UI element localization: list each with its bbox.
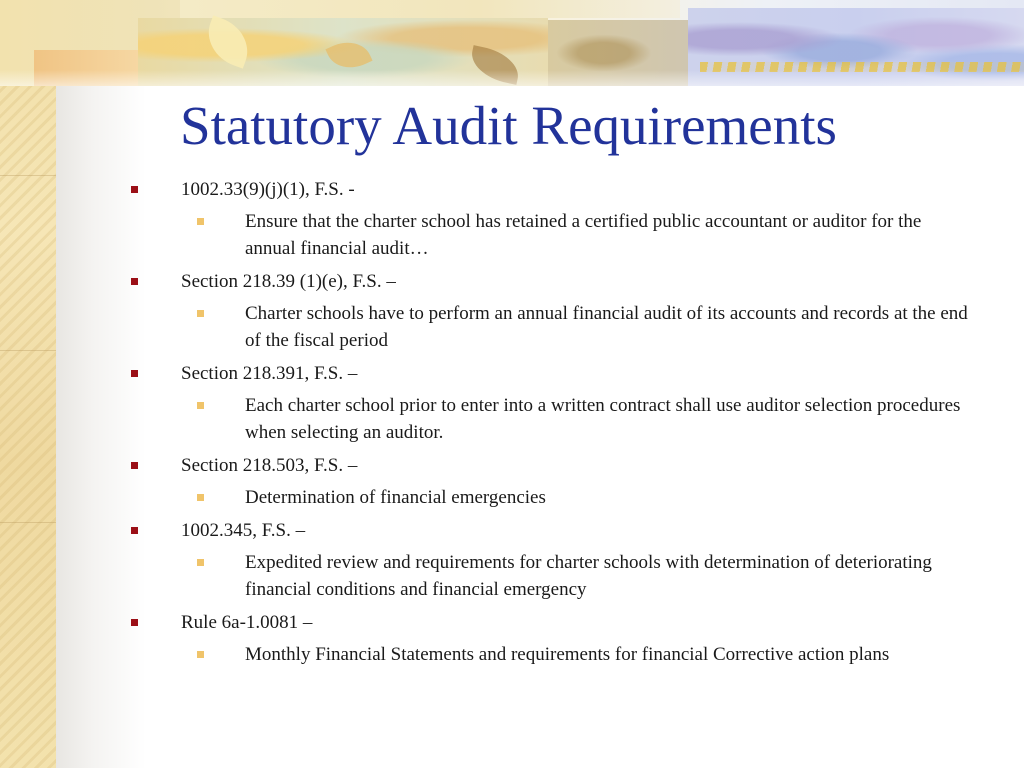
sub-bullet-item <box>0 392 975 446</box>
bullet-item <box>0 452 981 479</box>
bullet-list <box>0 176 1024 674</box>
bullet-heading: Section 218.391, F.S. – <box>181 363 358 384</box>
sub-bullet-text: Each charter school prior to enter into a written contract shall use auditor selection procedures when selecting an auditor. <box>245 395 961 443</box>
sub-bullet-text: Expedited review and requirements for charter schools with determination of deteriorating financial conditions and financial emergency <box>245 552 932 600</box>
sub-bullet-text: Charter schools have to perform an annual financial audit of its accounts and records at the end of the fiscal period <box>245 303 968 351</box>
bullet-heading: Section 218.503, F.S. – <box>181 455 358 476</box>
square-bullet-icon <box>131 619 138 626</box>
bullet-item <box>0 176 981 203</box>
square-sub-bullet-icon <box>197 310 204 317</box>
square-bullet-icon <box>131 462 138 469</box>
square-sub-bullet-icon <box>197 402 204 409</box>
bullet-heading: 1002.345, F.S. – <box>181 520 306 541</box>
square-sub-bullet-icon <box>197 494 204 501</box>
square-bullet-icon <box>131 527 138 534</box>
bullet-heading: Section 218.39 (1)(e), F.S. – <box>181 271 396 292</box>
top-decorative-banner <box>0 0 1024 86</box>
sub-bullet-item <box>0 300 975 354</box>
square-sub-bullet-icon <box>197 651 204 658</box>
square-bullet-icon <box>131 370 138 377</box>
sub-bullet-item <box>0 549 975 603</box>
bullet-item <box>0 517 981 544</box>
bullet-heading: Rule 6a-1.0081 – <box>181 612 313 633</box>
sub-bullet-item <box>0 208 975 262</box>
square-bullet-icon <box>131 186 138 193</box>
sub-bullet-text: Monthly Financial Statements and requirements for financial Corrective action plans <box>245 644 890 665</box>
sub-bullet-item <box>0 484 975 511</box>
bullet-heading: 1002.33(9)(j)(1), F.S. - <box>181 179 355 200</box>
bullet-item <box>0 609 981 636</box>
slide-title: Statutory Audit Requirements <box>180 95 837 156</box>
square-sub-bullet-icon <box>197 218 204 225</box>
bullet-item <box>0 268 981 295</box>
square-sub-bullet-icon <box>197 559 204 566</box>
sub-bullet-item <box>0 641 975 668</box>
bullet-item <box>0 360 981 387</box>
sub-bullet-text: Determination of financial emergencies <box>245 487 546 508</box>
square-bullet-icon <box>131 278 138 285</box>
sub-bullet-text: Ensure that the charter school has retained a certified public accountant or auditor for the annual financial audit… <box>245 211 922 259</box>
